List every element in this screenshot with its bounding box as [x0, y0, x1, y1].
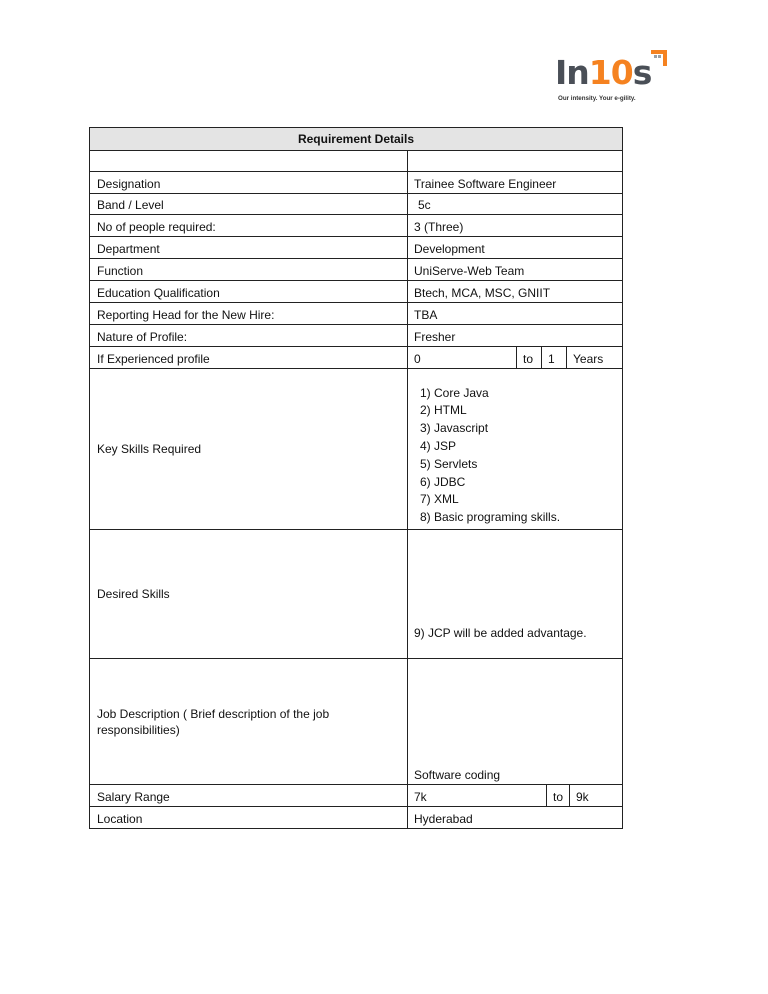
table-row-empty: [90, 150, 622, 171]
list-item: 4) JSP: [420, 439, 457, 454]
table-row-people: [90, 214, 622, 236]
table-row-function: [90, 258, 622, 280]
list-item: 2) HTML: [420, 403, 467, 418]
salary-range: [408, 785, 622, 806]
logo-text-end: s: [632, 53, 652, 92]
key-skills-value: [408, 369, 622, 529]
table-row-desired-skills: [90, 529, 622, 658]
experience-label: If Experienced profile: [90, 347, 408, 368]
table-row-designation: [90, 171, 622, 193]
people-value: 3 (Three): [414, 220, 464, 234]
table-row-department: [90, 236, 622, 258]
empty-value-cell: [408, 151, 622, 171]
list-item: 3) Javascript: [420, 421, 489, 436]
list-item: 8) Basic programing skills.: [420, 510, 561, 525]
list-item: 7) XML: [420, 492, 459, 507]
logo-text-accent: 10: [588, 53, 633, 92]
list-item: 5) Servlets: [420, 456, 478, 471]
list-item: 1) Core Java: [420, 385, 489, 400]
logo-tagline: Our intensity. Your e-gility.: [558, 95, 636, 102]
company-logo: [553, 46, 673, 110]
people-label: No of people required:: [90, 215, 408, 236]
job-description-value: Software coding: [414, 768, 501, 782]
table-title-row: [90, 128, 622, 150]
logo-text-main: In: [555, 53, 589, 92]
experience-unit: Years: [566, 347, 622, 368]
reporting-value: TBA: [414, 308, 438, 322]
list-item: 6) JDBC: [420, 474, 466, 489]
experience-to: 1: [541, 347, 566, 368]
key-skills-list: [414, 385, 560, 527]
table-row-band: [90, 193, 622, 214]
location-label: Location: [90, 807, 408, 828]
band-label: Band / Level: [90, 194, 408, 214]
experience-range: [408, 347, 622, 368]
table-title: Requirement Details: [297, 132, 415, 146]
table-row-job-description: [90, 658, 622, 784]
empty-label-cell: [90, 151, 408, 171]
function-value: UniServe-Web Team: [414, 264, 525, 278]
designation-value: Trainee Software Engineer: [414, 177, 557, 191]
function-label: Function: [90, 259, 408, 280]
logo-wordmark: [555, 54, 651, 92]
band-value: 5c: [418, 198, 431, 212]
nature-value: Fresher: [414, 330, 456, 344]
education-value: Btech, MCA, MSC, GNIIT: [414, 286, 551, 300]
reporting-label: Reporting Head for the New Hire:: [90, 303, 408, 324]
table-row-reporting: [90, 302, 622, 324]
salary-from: 7k: [414, 790, 427, 804]
salary-to-label: to: [546, 785, 569, 806]
nature-label: Nature of Profile:: [90, 325, 408, 346]
table-row-salary: [90, 784, 622, 806]
education-label: Education Qualification: [90, 281, 408, 302]
department-label: Department: [90, 237, 408, 258]
table-row-experience: [90, 346, 622, 368]
table-row-key-skills: [90, 368, 622, 529]
job-description-label: Job Description ( Brief description of the job responsibilities): [90, 659, 408, 784]
desired-skills-value: 9) JCP will be added advantage.: [414, 626, 587, 640]
key-skills-label: Key Skills Required: [90, 369, 408, 529]
requirement-table: [89, 127, 623, 829]
experience-from: 0: [414, 352, 421, 366]
experience-to-label: to: [516, 347, 541, 368]
designation-label: Designation: [90, 172, 408, 193]
department-value: Development: [414, 242, 485, 256]
location-value: Hyderabad: [414, 812, 473, 826]
salary-label: Salary Range: [90, 785, 408, 806]
table-row-nature: [90, 324, 622, 346]
desired-skills-label: Desired Skills: [90, 530, 408, 658]
salary-to: 9k: [569, 785, 622, 806]
table-row-education: [90, 280, 622, 302]
table-row-location: [90, 806, 622, 828]
